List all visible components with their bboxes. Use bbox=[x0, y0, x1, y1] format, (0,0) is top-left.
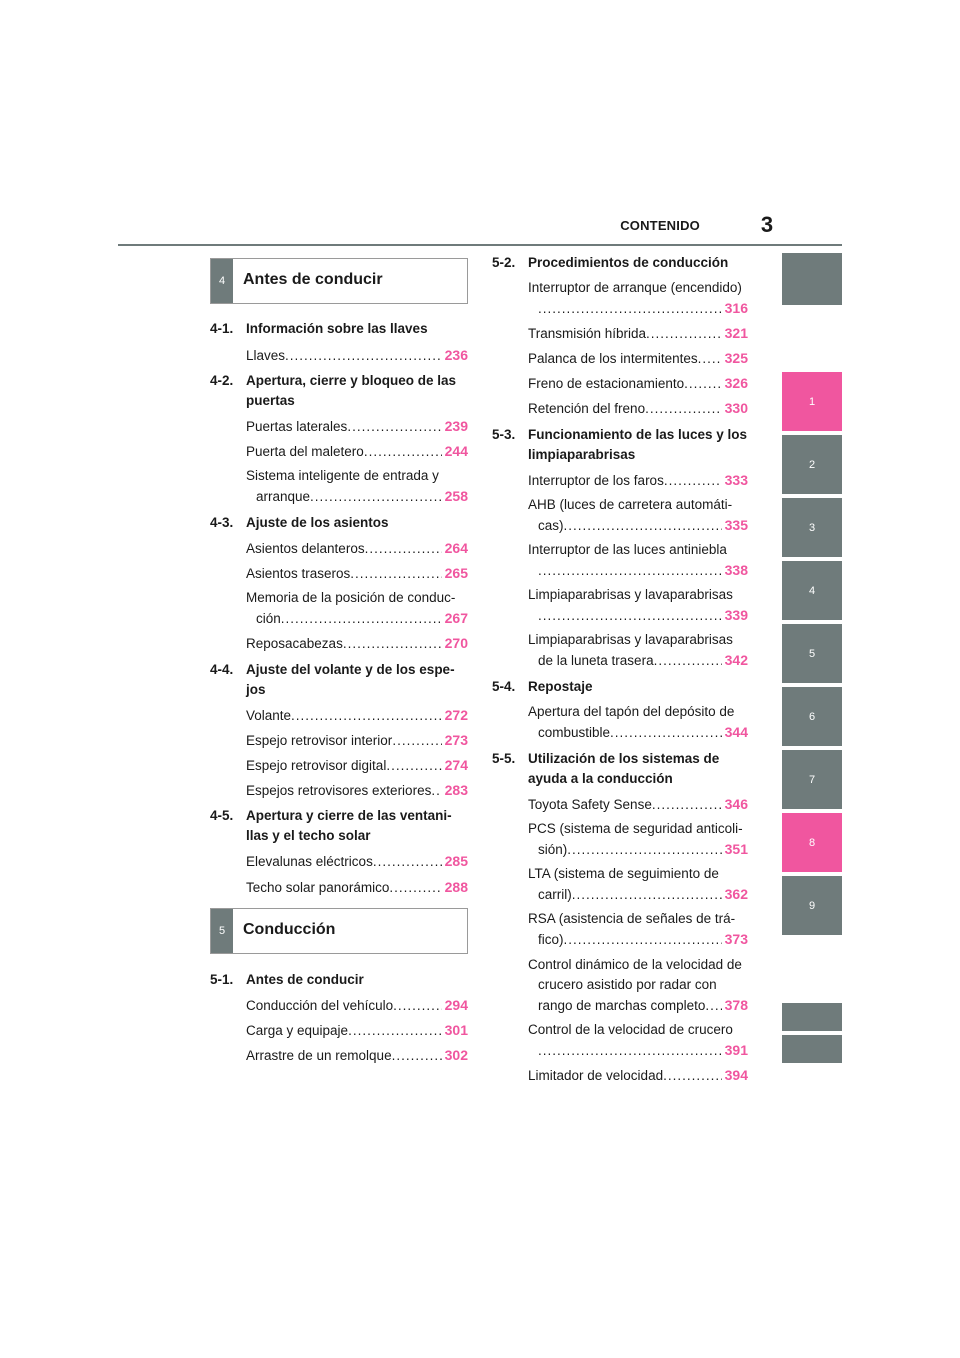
toc-entry[interactable] bbox=[246, 705, 468, 726]
toc-leader-dots bbox=[348, 1021, 442, 1041]
toc-leader-dots bbox=[564, 930, 722, 950]
toc-entry-label: Espejo retrovisor digital bbox=[246, 758, 387, 773]
toc-page-link[interactable]: 236 bbox=[444, 347, 468, 363]
toc-page-link[interactable]: 265 bbox=[444, 565, 468, 581]
toc-page-link[interactable]: 283 bbox=[444, 782, 468, 798]
toc-entry[interactable] bbox=[246, 345, 468, 366]
toc-entry-line1: Apertura del tapón del depósito de bbox=[528, 704, 735, 719]
toc-entry-line2: crucero asistido por radar con bbox=[538, 977, 717, 992]
toc-leader-dots bbox=[373, 852, 442, 872]
toc-entry-label: cas) bbox=[538, 518, 564, 533]
toc-leader-dots bbox=[572, 885, 722, 905]
toc-entry-label: Retención del freno bbox=[528, 401, 646, 416]
toc-page-link[interactable]: 272 bbox=[444, 707, 468, 723]
subsection-number: 5-2. bbox=[492, 255, 516, 270]
toc-leader-dots bbox=[365, 539, 442, 559]
toc-entry-label: sión) bbox=[538, 842, 568, 857]
toc-page-link[interactable]: 244 bbox=[444, 443, 468, 459]
toc-entry[interactable] bbox=[538, 605, 748, 626]
subsection-number: 4-5. bbox=[210, 808, 234, 823]
toc-entry-label: Volante bbox=[246, 708, 292, 723]
toc-page-link[interactable]: 264 bbox=[444, 540, 468, 556]
running-header-title: CONTENIDO bbox=[620, 218, 700, 233]
page-number: 3 bbox=[760, 212, 774, 237]
toc-entry[interactable] bbox=[246, 877, 468, 898]
subsection-title: Utilización de los sistemas de bbox=[528, 751, 720, 766]
toc-entry[interactable] bbox=[538, 515, 748, 536]
toc-entry-label: Transmisión híbrida bbox=[528, 326, 647, 341]
toc-page-link[interactable]: 373 bbox=[724, 931, 748, 947]
toc-entry-line1: PCS (sistema de seguridad anticoli- bbox=[528, 821, 743, 836]
toc-entry[interactable] bbox=[528, 348, 748, 369]
toc-entry-label: Freno de estacionamiento bbox=[528, 376, 685, 391]
toc-entry-label: Carga y equipaje bbox=[246, 1023, 349, 1038]
subsection-title-cont: llas y el techo solar bbox=[246, 828, 371, 843]
toc-leader-dots bbox=[663, 1066, 722, 1086]
toc-leader-dots bbox=[389, 878, 441, 898]
side-tab-6[interactable]: 6 bbox=[782, 687, 842, 746]
toc-entry-label: Palanca de los intermitentes bbox=[528, 351, 698, 366]
toc-page-link[interactable]: 344 bbox=[724, 724, 748, 740]
subsection-title-cont: puertas bbox=[246, 393, 295, 408]
toc-entry-line1: AHB (luces de carretera automáti- bbox=[528, 497, 733, 512]
toc-entry[interactable] bbox=[246, 441, 468, 462]
toc-leader-dots bbox=[610, 723, 722, 743]
toc-leader-dots bbox=[654, 651, 722, 671]
section-5-title: Conducción bbox=[243, 921, 336, 938]
toc-entry[interactable] bbox=[538, 722, 748, 743]
toc-entry-line1: Memoria de la posición de conduc- bbox=[246, 590, 456, 605]
toc-page-link[interactable]: 316 bbox=[724, 300, 748, 316]
toc-leader-dots bbox=[538, 606, 722, 626]
toc-leader-dots bbox=[698, 349, 722, 369]
toc-page-link[interactable]: 326 bbox=[724, 375, 748, 391]
section-4-title: Antes de conducir bbox=[243, 271, 383, 288]
subsection-number: 5-5. bbox=[492, 751, 516, 766]
toc-entry[interactable] bbox=[246, 563, 468, 584]
toc-entry[interactable] bbox=[528, 398, 748, 419]
toc-page-link[interactable]: 294 bbox=[444, 997, 468, 1013]
toc-leader-dots bbox=[705, 996, 721, 1016]
toc-page-link[interactable]: 325 bbox=[724, 350, 748, 366]
toc-entry[interactable] bbox=[528, 794, 748, 815]
toc-page-link[interactable]: 258 bbox=[444, 488, 468, 504]
toc-page-link[interactable]: 335 bbox=[724, 517, 748, 533]
toc-page-link[interactable]: 301 bbox=[444, 1022, 468, 1038]
toc-entry-line1: Control de la velocidad de crucero bbox=[528, 1022, 733, 1037]
subsection-title: Procedimientos de conducción bbox=[528, 255, 729, 270]
side-tab-9[interactable]: 9 bbox=[782, 876, 842, 935]
toc-entry[interactable] bbox=[538, 929, 748, 950]
side-tab-5[interactable]: 5 bbox=[782, 624, 842, 683]
toc-entry-label: Asientos delanteros bbox=[246, 541, 365, 556]
toc-entry-label: Interruptor de los faros bbox=[528, 473, 664, 488]
toc-page-link[interactable]: 342 bbox=[724, 652, 748, 668]
toc-entry[interactable] bbox=[246, 755, 468, 776]
toc-page-link[interactable]: 302 bbox=[444, 1047, 468, 1063]
toc-entry[interactable] bbox=[528, 323, 748, 344]
side-tab-3[interactable]: 3 bbox=[782, 498, 842, 557]
toc-entry-label: arranque bbox=[256, 489, 311, 504]
subsection-title-cont: jos bbox=[246, 682, 266, 697]
toc-leader-dots bbox=[684, 374, 722, 394]
toc-page-link[interactable]: 391 bbox=[724, 1042, 748, 1058]
toc-leader-dots bbox=[564, 516, 722, 536]
toc-page-link[interactable]: 378 bbox=[724, 997, 748, 1013]
side-tab-2[interactable]: 2 bbox=[782, 435, 842, 494]
toc-leader-dots bbox=[310, 487, 442, 507]
toc-leader-dots bbox=[646, 324, 722, 344]
toc-page-link[interactable]: 362 bbox=[724, 886, 748, 902]
toc-leader-dots bbox=[431, 781, 441, 801]
toc-leader-dots bbox=[386, 756, 441, 776]
subsection-number: 4-2. bbox=[210, 373, 234, 388]
side-tab-1[interactable]: 1 bbox=[782, 372, 842, 431]
toc-entry-line1: Interruptor de arranque (encendido) bbox=[528, 280, 742, 295]
subsection-number: 4-1. bbox=[210, 321, 234, 336]
toc-entry[interactable] bbox=[256, 608, 468, 629]
toc-entry-label: rango de marchas completo bbox=[538, 998, 706, 1013]
toc-entry-label: Reposacabezas bbox=[246, 636, 343, 651]
subsection-title-cont: limpiaparabrisas bbox=[528, 447, 636, 462]
toc-page-link[interactable]: 270 bbox=[444, 635, 468, 651]
toc-page-link[interactable]: 339 bbox=[724, 607, 748, 623]
toc-leader-dots bbox=[645, 399, 722, 419]
toc-entry-line1: Interruptor de las luces antiniebla bbox=[528, 542, 727, 557]
toc-entry[interactable] bbox=[528, 1065, 748, 1086]
toc-leader-dots bbox=[285, 346, 442, 366]
toc-leader-dots bbox=[392, 1046, 442, 1066]
toc-entry[interactable] bbox=[246, 780, 468, 801]
toc-entry[interactable] bbox=[538, 650, 748, 671]
toc-leader-dots bbox=[291, 706, 442, 726]
toc-page-link[interactable]: 351 bbox=[724, 841, 748, 857]
toc-leader-dots bbox=[350, 564, 441, 584]
toc-page-link[interactable]: 274 bbox=[444, 757, 468, 773]
toc-entry-line1: Limpiaparabrisas y lavaparabrisas bbox=[528, 587, 733, 602]
toc-entry[interactable] bbox=[538, 298, 748, 319]
side-tab-index-a[interactable] bbox=[782, 1003, 842, 1031]
side-tab-8[interactable]: 8 bbox=[782, 813, 842, 872]
toc-leader-dots bbox=[392, 731, 441, 751]
section-5-header bbox=[210, 908, 468, 954]
toc-entry-label: Elevalunas eléctricos bbox=[246, 854, 373, 869]
toc-entry[interactable] bbox=[538, 1040, 748, 1061]
toc-leader-dots bbox=[364, 442, 442, 462]
subsection-title: Ajuste del volante y de los espe- bbox=[246, 662, 455, 677]
toc-leader-dots bbox=[567, 840, 721, 860]
side-tab-blank-top[interactable] bbox=[782, 253, 842, 305]
toc-leader-dots bbox=[538, 1041, 722, 1061]
toc-entry[interactable] bbox=[246, 633, 468, 654]
toc-page-link[interactable]: 333 bbox=[724, 472, 748, 488]
section-4-number: 4 bbox=[211, 259, 233, 303]
toc-entry-label: combustible bbox=[538, 725, 611, 740]
toc-entry-label: Espejo retrovisor interior bbox=[246, 733, 393, 748]
toc-page-link[interactable]: 321 bbox=[724, 325, 748, 341]
toc-entry-label: Espejos retrovisores exteriores bbox=[246, 783, 432, 798]
toc-page-link[interactable]: 267 bbox=[444, 610, 468, 626]
toc-page-link[interactable]: 338 bbox=[724, 562, 748, 578]
subsection-title: Funcionamiento de las luces y los bbox=[528, 427, 748, 442]
section-5-number: 5 bbox=[211, 909, 233, 953]
toc-leader-dots bbox=[347, 417, 441, 437]
toc-entry[interactable] bbox=[538, 995, 748, 1016]
toc-entry-label: fico) bbox=[538, 932, 564, 947]
toc-entry-label: carril) bbox=[538, 887, 572, 902]
toc-entry-line1: Limpiaparabrisas y lavaparabrisas bbox=[528, 632, 733, 647]
subsection-number: 5-4. bbox=[492, 679, 516, 694]
toc-entry-line1: Control dinámico de la velocidad de bbox=[528, 957, 742, 972]
toc-entry-label: Puertas laterales bbox=[246, 419, 348, 434]
toc-page-link[interactable]: 288 bbox=[444, 879, 468, 895]
toc-entry[interactable] bbox=[246, 995, 468, 1016]
subsection-number: 5-1. bbox=[210, 972, 234, 987]
subsection-title: Ajuste de los asientos bbox=[246, 515, 389, 530]
toc-page-link[interactable]: 273 bbox=[444, 732, 468, 748]
toc-entry[interactable] bbox=[246, 1045, 468, 1066]
toc-entry-label: Toyota Safety Sense bbox=[528, 797, 652, 812]
toc-entry-line1: Sistema inteligente de entrada y bbox=[246, 468, 439, 483]
toc-leader-dots bbox=[393, 996, 442, 1016]
subsection-title-cont: ayuda a la conducción bbox=[528, 771, 673, 786]
toc-entry-label: Techo solar panorámico bbox=[246, 880, 390, 895]
toc-entry-label: Asientos traseros bbox=[246, 566, 351, 581]
toc-leader-dots bbox=[281, 609, 442, 629]
subsection-title: Apertura, cierre y bloqueo de las bbox=[246, 373, 457, 388]
toc-leader-dots bbox=[343, 634, 442, 654]
toc-page-link[interactable]: 330 bbox=[724, 400, 748, 416]
section-4-header bbox=[210, 258, 468, 304]
subsection-title: Antes de conducir bbox=[246, 972, 364, 987]
subsection-number: 4-3. bbox=[210, 515, 234, 530]
subsection-number: 4-4. bbox=[210, 662, 234, 677]
toc-entry[interactable] bbox=[246, 416, 468, 437]
toc-entry[interactable] bbox=[528, 373, 748, 394]
toc-entry[interactable] bbox=[538, 884, 748, 905]
toc-entry-line1: RSA (asistencia de señales de trá- bbox=[528, 911, 736, 926]
subsection-title: Información sobre las llaves bbox=[246, 321, 428, 336]
toc-page-link[interactable]: 239 bbox=[444, 418, 468, 434]
toc-entry[interactable] bbox=[246, 851, 468, 872]
toc-page-link[interactable]: 346 bbox=[724, 796, 748, 812]
subsection-number: 5-3. bbox=[492, 427, 516, 442]
toc-leader-dots bbox=[538, 561, 722, 581]
toc-entry[interactable] bbox=[528, 470, 748, 491]
toc-leader-dots bbox=[538, 299, 722, 319]
toc-entry-label: de la luneta trasera bbox=[538, 653, 654, 668]
toc-entry-label: Llaves bbox=[246, 348, 286, 363]
subsection-title: Apertura y cierre de las ventani- bbox=[246, 808, 452, 823]
header-rule bbox=[118, 244, 842, 246]
toc-entry[interactable] bbox=[246, 730, 468, 751]
toc-entry-label: Limitador de velocidad bbox=[528, 1068, 664, 1083]
toc-entry-label: Conducción del vehículo bbox=[246, 998, 394, 1013]
side-tab-index-b[interactable] bbox=[782, 1035, 842, 1063]
toc-entry[interactable] bbox=[246, 538, 468, 559]
toc-page-link[interactable]: 394 bbox=[724, 1067, 748, 1083]
toc-leader-dots bbox=[652, 795, 722, 815]
toc-entry[interactable] bbox=[538, 560, 748, 581]
toc-entry-label: Puerta del maletero bbox=[246, 444, 364, 459]
toc-entry-line1: LTA (sistema de seguimiento de bbox=[528, 866, 719, 881]
toc-entry-label: Arrastre de un remolque bbox=[246, 1048, 392, 1063]
toc-leader-dots bbox=[664, 471, 722, 491]
side-tab-4[interactable]: 4 bbox=[782, 561, 842, 620]
toc-entry-label: ción bbox=[256, 611, 281, 626]
subsection-title: Repostaje bbox=[528, 679, 593, 694]
toc-entry[interactable] bbox=[256, 486, 468, 507]
toc-page-link[interactable]: 285 bbox=[444, 853, 468, 869]
toc-entry[interactable] bbox=[538, 839, 748, 860]
side-tab-7[interactable]: 7 bbox=[782, 750, 842, 809]
toc-entry[interactable] bbox=[246, 1020, 468, 1041]
